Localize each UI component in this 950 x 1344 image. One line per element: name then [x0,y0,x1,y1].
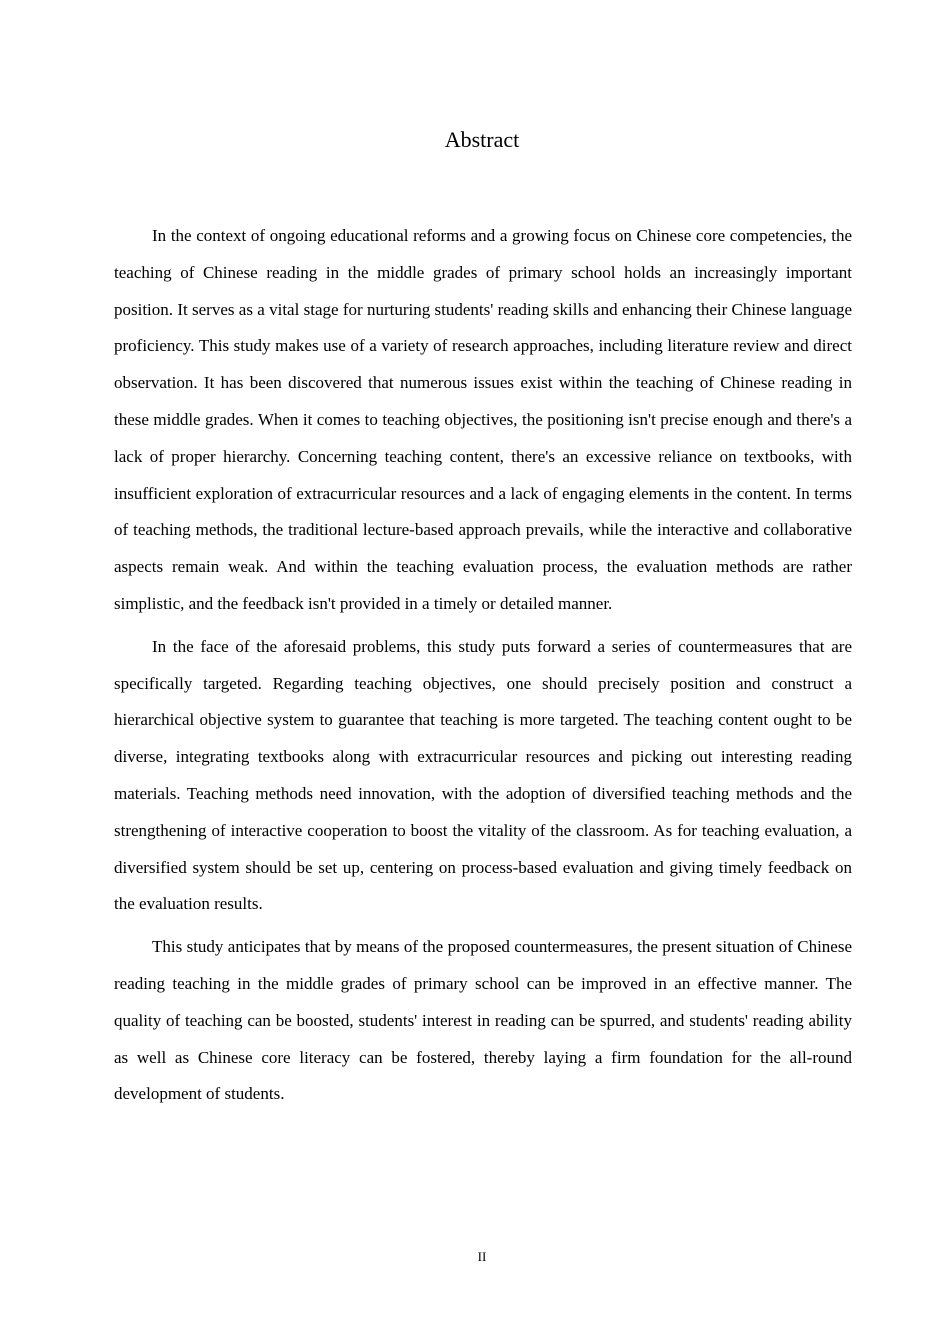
page-number: II [477,1249,487,1264]
abstract-body [114,218,852,1119]
page-title: Abstract [444,127,520,152]
abstract-paragraph-2: In the face of the aforesaid problems, this study puts forward a series of countermeasures that are specifically targeted. Regarding teaching objectives, one should precisely position and construct a hierarchical objective system to guarantee that teaching is more targeted. The teaching content ought to be diverse, integrating textbooks along with extracurricular resources and picking out interesting reading materials. Teaching methods need innovation, with the adoption of diversified teaching methods and the strengthening of interactive cooperation to boost the vitality of the classroom. As for teaching evaluation, a diversified system should be set up, centering on process-based evaluation and giving timely feedback on the evaluation results. [114,636,852,914]
abstract-paragraph-3: This study anticipates that by means of the proposed countermeasures, the present situation of Chinese reading teaching in the middle grades of primary school can be improved in an effective manner. The quality of teaching can be boosted, students' interest in reading can be spurred, and students' reading ability as well as Chinese core literacy can be fostered, thereby laying a firm foundation for the all-round development of students. [114,937,852,1104]
abstract-paragraph-1: In the context of ongoing educational reforms and a growing focus on Chinese core competencies, the teaching of Chinese reading in the middle grades of primary school holds an increasingly important position. It serves as a vital stage for nurturing students' reading skills and enhancing their Chinese language proficiency. This study makes use of a variety of research approaches, including literature review and direct observation. It has been discovered that numerous issues exist within the teaching of Chinese reading in these middle grades. When it comes to teaching objectives, the positioning isn't precise enough and there's a lack of proper hierarchy. Concerning teaching content, there's an excessive reliance on textbooks, with insufficient exploration of extracurricular resources and a lack of engaging elements in the content. In terms of teaching methods, the traditional lecture-based approach prevails, while the interactive and collaborative aspects remain weak. And within the teaching evaluation process, the evaluation methods are rather simplistic, and the feedback isn't provided in a timely or detailed manner. [114,226,852,613]
